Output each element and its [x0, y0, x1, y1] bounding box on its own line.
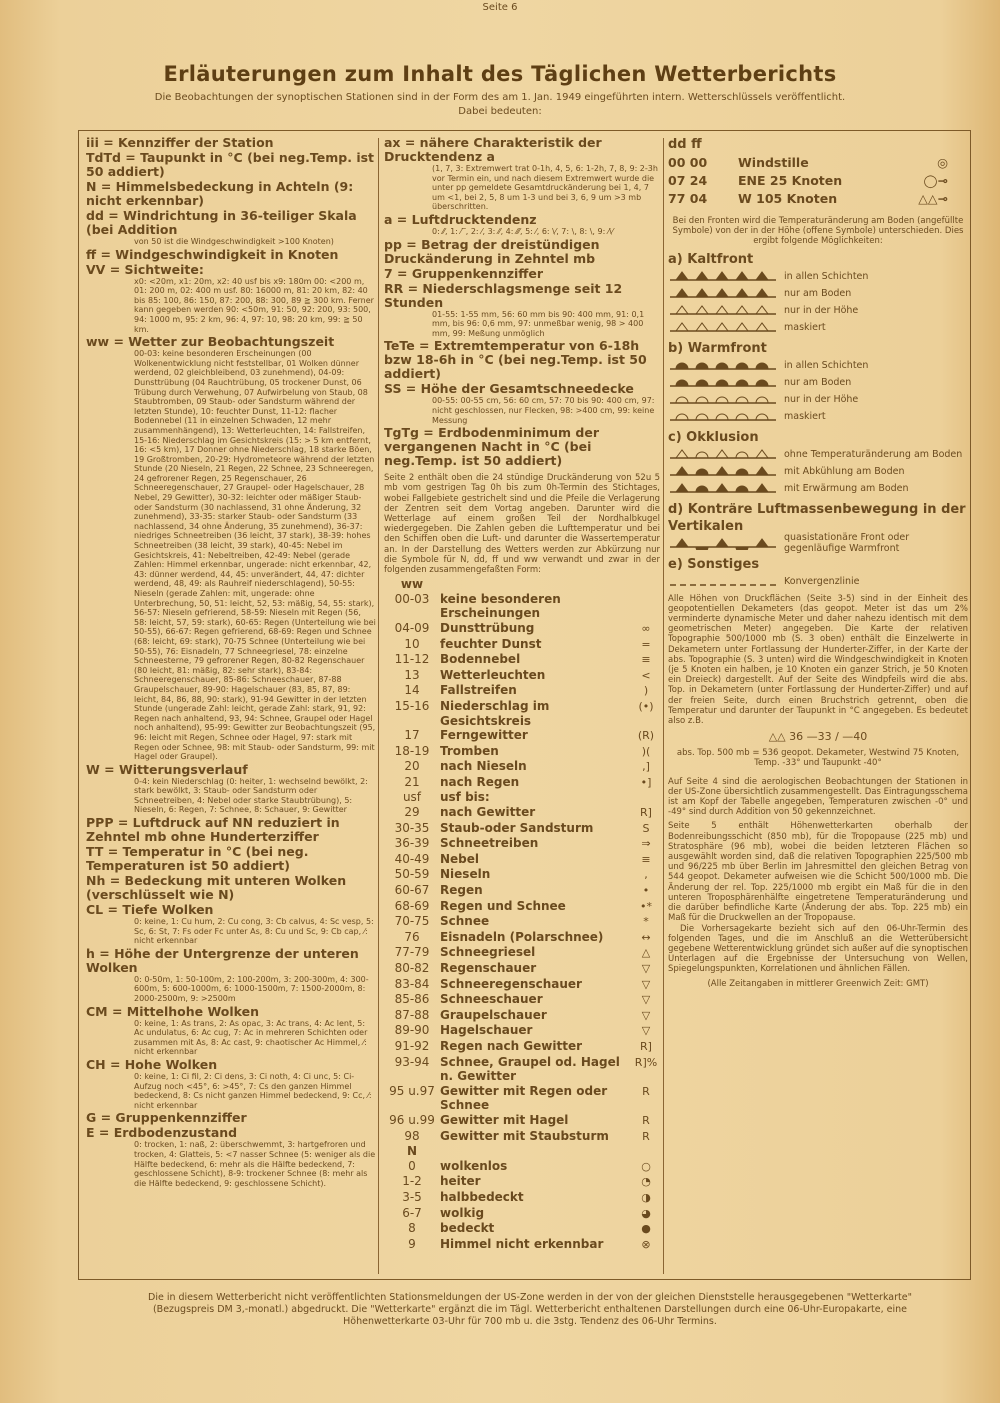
key-entry — [384, 136, 660, 212]
ww-symbol-icon: ▽ — [641, 993, 651, 1007]
ww-symbol-icon: , — [644, 868, 648, 882]
ww-code: 96 u.99 — [389, 1112, 435, 1127]
ww-text: Tromben — [440, 743, 499, 758]
ww-code: 85-86 — [394, 992, 430, 1007]
key-entry-detail: 0: keine, 1: Cu hum, 2: Cu cong, 3: Cb calvus, 4: Sc vesp, 5: Sc, 6: St, 7: Fs oder Fc unter As, 8: Cu und Sc, 9: Cb cap, ⁄: nicht erkennbar — [134, 917, 374, 946]
front-symbol-icon — [668, 358, 778, 372]
ww-code: usf — [402, 790, 422, 805]
front-label: Konvergenzlinie — [784, 575, 860, 587]
key-entry — [86, 1111, 376, 1125]
ddff-text: Windstille — [738, 155, 809, 170]
ww-row — [384, 961, 660, 977]
ww-text: nach Regen — [440, 774, 520, 789]
column-divider-1 — [378, 138, 379, 1274]
front-label: in allen Schichten — [784, 359, 869, 371]
key-entry — [86, 903, 376, 946]
front-symbol-icon — [668, 447, 778, 461]
ww-code: 10 — [404, 636, 420, 651]
key-entry-heading: a = Luftdrucktendenz — [384, 211, 537, 227]
column-1 — [86, 136, 376, 1275]
key-entry-detail: von 50 ist die Windgeschwindigkeit >100 Knoten) — [134, 237, 334, 246]
front-row — [668, 357, 968, 374]
key-entry-heading: ff = Windgeschwindigkeit in Knoten — [86, 246, 339, 262]
fronts-legend — [668, 251, 968, 590]
front-label: nur in der Höhe — [784, 304, 859, 316]
n-symbol-icon: ◔ — [641, 1175, 651, 1189]
key-entry — [384, 339, 660, 381]
ww-row — [384, 652, 660, 668]
n-symbol-icon: ● — [641, 1222, 651, 1236]
ww-text: Nebel — [440, 851, 480, 866]
ww-text: Wetterleuchten — [440, 667, 546, 682]
key-entry-heading: CM = Mittelhohe Wolken — [86, 1003, 260, 1019]
ww-row — [384, 821, 660, 837]
ww-symbol-icon: ≡ — [641, 852, 651, 866]
ww-symbol-icon: R — [642, 1084, 650, 1098]
ww-symbol-icon: ▽ — [641, 962, 651, 975]
n-code: 0 — [408, 1158, 416, 1173]
ww-code: 21 — [404, 774, 420, 789]
key-entry-heading: VV = Sichtweite: — [86, 261, 204, 277]
column-2 — [384, 136, 660, 1275]
front-row — [668, 532, 968, 555]
seite2-paragraph: Seite 2 enthält oben die 24 stündige Druckänderung von 52u 5 mb vom gestrigen Tag 0h bis zum 0h-Termin des Stichtages, wobei Fallgebiete gestrichelt sind und die Pfeile die Verlagerung der Zentren seit dem Vortag angeben. Darunter wird die Wetterlage auf einem großen Teil der Nordhalbkugel wiedergegeben. Die Zahlen geben die Lufttemperatur und bei den Schiffen oben die Luft- und darunter die Wassertemperatur an. In der Darstellung des Wetters werden zur Abkürzung nur die Symbole für N, dd, ff und ww verwandt und zwar in der folgenden zusammengefaßten Form: — [384, 473, 660, 575]
key-entry-heading: CL = Tiefe Wolken — [86, 902, 214, 918]
n-code: 3-5 — [402, 1189, 422, 1204]
front-symbol-icon — [668, 574, 778, 588]
key-entry-heading: iii = Kennziffer der Station — [86, 136, 274, 150]
n-row — [384, 1221, 660, 1237]
front-row — [668, 463, 968, 480]
wind-symbol-icon: ◯⊸ — [923, 173, 948, 188]
front-symbol-icon — [668, 464, 778, 478]
ww-row — [384, 852, 660, 868]
n-symbol-icon: ○ — [641, 1159, 651, 1173]
front-row — [668, 391, 968, 408]
ww-row — [384, 683, 660, 699]
page-subtitle-2: Dabei bedeuten: — [458, 106, 542, 117]
wind-formula: △△ 36 —33 / —40 — [768, 730, 868, 744]
key-entry-detail: (1, 7, 3: Extremwert trat 0-1h, 4, 5, 6: 1-2h, 7, 8, 9: 2-3h vor Termin ein, und nach diesem Extremwert wurde die unter pp gemeldete Gesamtdruckänderung bei 1, 4, 7 um <1, bei 2, 5, 8 um 1-3 und bei 3, 6, 9 um >3 mb überschritten. — [432, 164, 658, 212]
ddff-header: dd ff — [668, 137, 702, 152]
n-code: 8 — [408, 1221, 416, 1236]
ww-code: 83-84 — [394, 976, 430, 991]
key-entry-heading: E = Erdbodenzustand — [86, 1125, 238, 1141]
ww-symbol-icon: •] — [640, 775, 652, 789]
key-entry-detail: 0: keine, 1: As trans, 2: As opac, 3: Ac trans, 4: Ac lent, 5: Ac undulatus, 6: Ac cug, 7: Ac in mehreren Schichten oder zusammen mit As, 8: Ac cast, 9: chaotischer Ac Himmel, ⁄: nicht erkennbar — [134, 1018, 368, 1057]
ww-code: 91-92 — [394, 1038, 430, 1053]
key-entry-heading: 7 = Gruppenkennziffer — [384, 265, 544, 281]
n-row — [384, 1190, 660, 1206]
ddff-text: ENE 25 Knoten — [738, 173, 843, 188]
key-entry-detail: 01-55: 1-55 mm, 56: 60 mm bis 90: 400 mm, 91: 0,1 mm, bis 96: 0,6 mm, 97: unmeßbar wenig, 98 > 400 mm, 99: Meßung unmöglich — [432, 309, 645, 338]
ww-row — [384, 930, 660, 946]
footer-note: Die in diesem Wetterbericht nicht veröffentlichten Stationsmeldungen der US-Zone werden in der von der gleichen Dienststelle herausgegebenen "Wetterkarte" (Bezugspreis DM 3,-monatl.) abgedruckt. Die "Wetterkarte" ergänzt die im Tägl. Wetterbericht enthaltenen Darstellungen durch eine 06-Uhr-Europakarte, eine Höhenwetterkarte 03-Uhr für 700 mb u. die 3stg. Tendenz des 06-Uhr Termins. — [148, 1292, 912, 1327]
ww-text: keine besonderen Erscheinungen — [440, 591, 561, 621]
ww-row — [384, 1055, 660, 1084]
key-entry-detail: 0-4: kein Niederschlag (0: heiter, 1: wechselnd bewölkt, 2: stark bewölkt, 3: Staub- oder Sandsturm oder Schneetreiben, 4: Nebel oder starke Staubtrübung), 5: Nieseln, 6: Regen, 7: Schnee, 8: Schauer, 9: Gewitter — [134, 776, 368, 815]
ww-text: Bodennebel — [440, 652, 521, 667]
ww-row — [384, 759, 660, 775]
front-label: quasistationäre Front oder gegenläufige Warmfront — [784, 532, 910, 555]
key-entry — [86, 1126, 376, 1188]
ww-symbol-icon: ▽ — [641, 1008, 651, 1022]
key-entry — [384, 426, 660, 468]
front-label: nur am Boden — [784, 376, 852, 388]
ww-text: nach Gewitter — [440, 805, 536, 820]
front-section-title: a) Kaltfront — [668, 251, 754, 267]
ww-code: 68-69 — [394, 898, 430, 913]
ddff-row — [668, 190, 968, 208]
ww-row — [384, 637, 660, 653]
front-row — [668, 374, 968, 391]
heights-paragraph: Alle Höhen von Druckflächen (Seite 3-5) sind in der Einheit des geopotentiellen Dekameters (das geopot. Meter ist das um 2% verminderte dynamische Meter und daher nahezu identisch mit dem geometrischen Meter) angegeben. Die Karte der relativen Topographie 500/1000 mb (S. 3 oben) enthält die Einzelwerte in Dekametern unter Fortlassung der Hunderter-Ziffer, in der Karte der abs. Topographie (S. 3 unten) wird die Windgeschwindigkeit in Knoten (je 5 Knoten ein halben, je 10 Knoten ein ganzer Strich, je 50 Knoten ein Dreieck) dargestellt. Auf der Seite des Windpfeils wird die abs. Top. in Dekametern (unter Fortlassung der Hunderter-Ziffer) und auf der freien Seite, durch einen Bruchstrich getrennt, oben die Temperatur und darunter der Taupunkt in °C angegeben. Es bedeutet also z.B. — [668, 593, 968, 727]
ww-code: 00-03 — [394, 591, 430, 606]
key-entry — [86, 1005, 376, 1057]
ww-code: 30-35 — [394, 820, 430, 835]
n-text: wolkig — [440, 1205, 485, 1220]
key-entry-heading: W = Witterungsverlauf — [86, 761, 248, 777]
ww-row — [384, 1039, 660, 1055]
ddff-table — [668, 154, 968, 208]
ww-text: Eisnadeln (Polarschnee) — [440, 929, 604, 944]
n-header: N — [406, 1144, 418, 1159]
ww-text: Fallstreifen — [440, 683, 517, 698]
ww-code: 60-67 — [394, 883, 430, 898]
ww-symbol-icon: ) — [643, 684, 649, 698]
n-row — [384, 1159, 660, 1175]
ww-code: 87-88 — [394, 1007, 430, 1022]
key-entry — [384, 282, 660, 339]
ww-row — [384, 621, 660, 637]
front-symbol-icon — [668, 303, 778, 317]
key-entry — [86, 263, 376, 335]
ww-text: Schneegriesel — [440, 945, 536, 960]
column-divider-2 — [663, 138, 664, 1274]
ww-symbol-icon: ≡ — [641, 653, 651, 667]
key-entry — [384, 267, 660, 281]
ww-text: Niederschlag im Gesichtskreis — [440, 698, 550, 728]
key-entry — [86, 816, 376, 844]
front-symbol-icon — [668, 536, 778, 550]
key-entry-detail: 00-03: keine besonderen Erscheinungen (00 Wolkenentwicklung nicht feststellbar, 01 Wolken dünner werdend, 02 gleichbleibend, 03 zunehmend), 04-09: Dunsttrübung (04 Rauchtrübung, 05 trockener Dunst, 06 Trübung durch Verwehung, 07 Aufwirbelung von Staub, 08 Staubtromben, 09 Staub- oder Sandsturm während der letzten Stunde), 10: feuchter Dunst, 11-12: flacher Bodennebel (11 in einzelnen Schwaden, 12 mehr zusammenhängend), 13: Wetterleuchten, 14: Fallstreifen, 15-16: Niederschlag im Gesichtskreis (15: > 5 km entfernt, 16: <5 km), 17 Donner ohne Niederschlag, 18 starke Böen, 19 Großtromben, 20-29: Hydrometeore während der letzten Stunde (20 Nieseln, 21 Regen, 22 Schnee, 23 Schneeregen, 24 gefrorener Regen, 25 Regenschauer, 26 Schneeregenschauer, 27 Graupel- oder Hagelschauer, 28 Nebel, 29 Gewitter), 30-32: leichter oder mäßiger Staub- oder Sandsturm (30 nachlassend, 31 ohne Änderung, 32 zunehmend), 33-35: starker Staub- oder Sandsturm (33 nachlassend, 34 ohne Änderung, 35 zunehmend), 36-37: niedriges Schneetreiben (36 leicht, 37 stark), 38-39: hohes Schneetreiben (38 leicht, 39 stark), 40-45: Nebel im Gesichtskreis, 41: Nebeltreiben, 42-49: Nebel (gerade Zahlen: Himmel erkennbar, ungerade: nicht erkennbar, 42, 43: dünner werdend, 44, 45: unverändert, 44, 47: dichter werdend, 48, 49: als Rauhreif niederschlagend), 50-55: Nieseln (gerade Zahlen: mit, ungerade: ohne Unterbrechung, 50, 51: leicht, 52, 53: mäßig, 54, 55: stark), 56-57: Nieseln gefrierend, 58-59: Nieseln mit Regen (56, 58: leicht, 57, 59: stark), 60-65: Regen (Unterteilung wie bei 50-55), 66-67: Regen gefrierend, 68-69: Regen und Schnee (68: leicht, 69: stark), 70-75 Schnee (Unterteilung wie bei 50-55), 76: Eisnadeln, 77 Schneegriesel, 78: einzelne Schneesterne, 79 gefrorener Regen, 80-82 Regenschauer (80 leicht, 81: mäßig, 82: sehr stark), 83-84: Schneeregenschauer, 85-86: Schneeschauer, 87-88 Graupelschauer, 89-90: Hagelschauer (83, 85, 87, 89: leicht, 84, 86, 88, 90: stark), 91-94 Gewitter in der letzten Stunde (ungerade Zahl: leicht, gerade Zahl: stark, 91, 92: Regen nach anhaltend, 93, 94: Schnee, Graupel oder Hagel noch anhaltend), 95-99: Gewitter zur Beobachtungszeit (95, 96: leicht mit Regen, Schnee oder Hagel, 97: stark mit Regen oder Schnee, 98: mit Staub- oder Sandsturm, 99: mit Hagel oder Graupel). — [134, 349, 376, 762]
ww-code: 15-16 — [394, 698, 430, 713]
front-section-title: b) Warmfront — [668, 340, 767, 356]
ww-row — [384, 914, 660, 930]
key-entry — [86, 763, 376, 815]
ww-text: Ferngewitter — [440, 728, 528, 743]
ww-text: Schneeregenschauer — [440, 976, 582, 991]
seite5-paragraph: Seite 5 enthält Höhenwetterkarten oberhalb der Bodenreibungsschicht (850 mb), für die Tropopause (225 mb) und Stratosphäre (96 mb), wobei die beiden letzteren Flächen so ausgewählt worden sind, daß die relativen Topographien 225/500 mb und 96/225 mb über Berlin im Jahresmittel den gleichen Betrag von 544 geopot. Dekameter aufweisen wie die Schicht 500/1000 mb. Die Änderung der rel. Top. 225/1000 mb ergibt ein Maß für die in den unteren Troposphärenhälfte eingetretene Temperaturänderung und die darüber befindliche Karte (Änderung der abs. Top. 225 mb) ein Maß für die Druckwellen an der Tropopause. — [668, 821, 968, 924]
ww-text: feuchter Dunst — [440, 636, 542, 651]
n-text: wolkenlos — [440, 1158, 508, 1173]
front-symbol-icon — [668, 409, 778, 423]
front-label: maskiert — [784, 410, 826, 422]
page-number: Seite 6 — [482, 2, 518, 13]
key-entry — [86, 209, 376, 247]
key-entry-heading: CH = Hohe Wolken — [86, 1057, 218, 1072]
ww-code: 13 — [404, 667, 420, 682]
key-entry-heading: TT = Temperatur in °C (bei neg. Temperaturen ist 50 addiert) — [86, 844, 309, 874]
front-label: in allen Schichten — [784, 270, 869, 282]
key-entry-heading: TgTg = Erdbodenminimum der vergangenen Nacht in °C (bei neg.Temp. ist 50 addiert) — [384, 425, 600, 469]
ww-code: 04-09 — [394, 620, 430, 635]
n-table — [384, 1159, 660, 1253]
ww-text: usf bis: — [440, 790, 490, 805]
ww-symbol-icon: ,] — [642, 760, 650, 774]
ww-row — [384, 668, 660, 684]
gmt-note: (Alle Zeitangaben in mittlerer Greenwich Zeit: GMT) — [707, 978, 929, 989]
front-symbol-icon — [668, 392, 778, 406]
wind-formula-explanation: abs. Top. 500 mb = 536 geopot. Dekameter, Westwind 75 Knoten, Temp. -33° und Taupunkt -40° — [676, 748, 960, 769]
ww-code: 77-79 — [394, 945, 430, 960]
ww-text: nach Nieseln — [440, 759, 527, 774]
front-row — [668, 573, 968, 590]
key-entry-heading: dd = Windrichtung in 36-teiliger Skala (bei Addition — [86, 208, 357, 237]
ww-row — [384, 977, 660, 993]
key-entry — [86, 1058, 376, 1110]
n-row — [384, 1174, 660, 1190]
n-code: 6-7 — [402, 1205, 422, 1220]
ww-row — [384, 775, 660, 791]
front-label: nur in der Höhe — [784, 393, 859, 405]
ww-symbol-icon: R — [642, 1113, 650, 1127]
key-entry-heading: TdTd = Taupunkt in °C (bei neg.Temp. ist 50 addiert) — [86, 150, 375, 179]
ww-text: Schnee — [440, 914, 490, 929]
key-entry-detail: 0: trocken, 1: naß, 2: überschwemmt, 3: hartgefroren und trocken, 4: Glatteis, 5: <7 nasser Schnee (5: weniger als die Hälfte bedeckend, 6: mehr als die Hälfte bedeckend, 7: geschlossene Schicht), 8-9: trockener Schnee (8: mehr als die Hälfte bedeckend, 9: geschlossene Schicht). — [134, 1140, 376, 1188]
ww-row — [384, 836, 660, 852]
key-entry — [384, 213, 660, 237]
key-entry-detail: x0: <20m, x1: 20m, x2: 40 usf bis x9: 180m 00: <200 m, 01: 200 m, 02: 400 m usf. 80: 16000 m, 81: 20 km, 82: 40 bis 85: 100, 86: 150, 87: 200, 88: 300, 89 ≧ 300 km. Ferner kann gegeben werden 90: <50m, 91: 50, 92: 200, 93: 500, 94: 1000 m, 95: 2 km, 96: 4, 97: 10, 98: 20 km, 99: ≧ 50 km. — [134, 276, 374, 334]
key-entry-heading: N = Himmelsbedeckung in Achteln (9: nicht erkennbar) — [86, 179, 354, 208]
ww-symbol-icon: ▽ — [641, 977, 651, 991]
ww-text: Regenschauer — [440, 961, 537, 975]
ww-symbol-icon: S — [642, 821, 650, 835]
key-entry-heading: h = Höhe der Untergrenze der unteren Wolken — [86, 945, 359, 975]
front-symbol-icon — [668, 320, 778, 334]
ww-code: 40-49 — [394, 851, 430, 866]
ww-symbol-icon: = — [641, 637, 651, 651]
ww-symbol-icon: • — [642, 884, 650, 898]
front-row — [668, 408, 968, 425]
key-entry-detail: 0: keine, 1: Ci fil, 2: Ci dens, 3: Ci noth, 4: Ci unc, 5: Ci-Aufzug noch <45°, 6: >45°, 7: Cs den ganzen Himmel bedeckend, 8: Cs nicht ganzen Himmel bedeckend, 9: Cc, ⁄: nicht erkennbar — [134, 1072, 372, 1110]
fronts-intro: Bei den Fronten wird die Temperaturänderung am Boden (angefüllte Symbole) von der in der Höhe (offene Symbole) unterschieden. Dies ergibt folgende Möglichkeiten: — [672, 216, 964, 247]
ww-row — [384, 592, 660, 621]
ww-text: Staub-oder Sandsturm — [440, 820, 594, 835]
wind-symbol-icon: △△⊸ — [918, 191, 948, 206]
ww-row — [384, 1129, 660, 1145]
ww-code: 70-75 — [394, 914, 430, 929]
ww-text: Regen nach Gewitter — [440, 1038, 583, 1053]
front-row — [668, 446, 968, 463]
column-3 — [668, 136, 968, 1275]
front-symbol-icon — [668, 481, 778, 495]
key-entry-detail: 0: ⁄⁄, 1: ⁄‾, 2: ⁄, 3: ⁄⁄, 4: ⁄⁄⁄, 5: ⁄, 6: \⁄, 7: \, 8: \, 9: ⁄\⁄ — [432, 226, 614, 236]
key-entry — [86, 180, 376, 208]
n-text: Himmel nicht erkennbar — [440, 1236, 604, 1251]
front-symbol-icon — [668, 286, 778, 300]
front-row — [668, 480, 968, 497]
key-entry — [86, 874, 376, 902]
key-entry-heading: ww = Wetter zur Beobachtungszeit — [86, 334, 335, 350]
n-code: 1-2 — [402, 1174, 422, 1189]
ww-row — [384, 992, 660, 1008]
key-entry — [384, 238, 660, 266]
ww-text: Gewitter mit Staubsturm — [440, 1128, 609, 1143]
key-entry — [86, 845, 376, 873]
ww-code: 36-39 — [394, 836, 430, 851]
ww-text: Schneeschauer — [440, 992, 543, 1007]
ddff-row — [668, 154, 968, 172]
key-entry-heading: G = Gruppenkennziffer — [86, 1110, 247, 1126]
n-symbol-icon: ⊗ — [641, 1237, 651, 1251]
front-symbol-icon — [668, 269, 778, 283]
front-symbol-icon — [668, 375, 778, 389]
ww-text: Dunsttrübung — [440, 620, 535, 635]
ww-row — [384, 867, 660, 883]
n-code: 9 — [408, 1236, 416, 1251]
front-row — [668, 285, 968, 302]
ww-row — [384, 728, 660, 744]
front-row — [668, 319, 968, 336]
n-row — [384, 1237, 660, 1253]
key-entry — [86, 947, 376, 1004]
wind-symbol-icon: ◎ — [937, 155, 948, 170]
ww-text: Nieseln — [440, 867, 491, 882]
page-subtitle: Die Beobachtungen der synoptischen Stationen sind in der Form des am 1. Jan. 1949 eingeführten intern. Wetterschlüssels veröffentlicht. — [154, 92, 846, 103]
ww-row — [384, 883, 660, 899]
key-entry-heading: TeTe = Extremtemperatur von 6-18h bzw 18-6h in °C (bei neg.Temp. ist 50 addiert) — [384, 338, 647, 382]
ww-code: 11-12 — [394, 652, 430, 667]
ww-row — [384, 744, 660, 760]
ww-table — [384, 592, 660, 1144]
ww-symbol-icon: ↔ — [641, 930, 651, 944]
key-entry-heading: pp = Betrag der dreistündigen Druckänderung in Zehntel mb — [384, 236, 600, 266]
front-section-title: e) Sonstiges — [668, 556, 760, 572]
ww-text: Regen und Schnee — [440, 898, 566, 913]
ww-symbol-icon: ∞ — [641, 621, 651, 635]
n-row — [384, 1206, 660, 1222]
ddff-code: 07 24 — [668, 173, 708, 188]
ww-code: 18-19 — [394, 743, 430, 758]
key-entry — [86, 248, 376, 262]
n-symbol-icon: ◑ — [641, 1190, 651, 1204]
front-row — [668, 268, 968, 285]
key-entry-heading: PPP = Luftdruck auf NN reduziert in Zehntel mb ohne Hunderterziffer — [86, 815, 340, 845]
page-title: Erläuterungen zum Inhalt des Täglichen Wetterberichts — [163, 62, 837, 86]
ww-symbol-icon: (•) — [638, 699, 654, 713]
ww-row — [384, 1008, 660, 1024]
n-text: halbbedeckt — [440, 1189, 524, 1204]
front-label: ohne Temperaturänderung am Boden — [784, 448, 963, 460]
ddff-text: W 105 Knoten — [738, 191, 838, 206]
ww-code: 14 — [404, 683, 420, 698]
ww-code: 20 — [404, 759, 420, 774]
ww-code: 80-82 — [394, 961, 430, 975]
key-entry-heading: RR = Niederschlagsmenge seit 12 Stunden — [384, 280, 623, 310]
seite4-paragraph: Auf Seite 4 sind die aerologischen Beobachtungen der Stationen in der US-Zone übersichtlich zusammengestellt. Das Eintragungsschema ist am Kopf der Tabelle angegeben, Temperaturen zwischen -0° und -49° sind durch Addition von 50 gekennzeichnet. — [668, 776, 968, 818]
key-entry-detail: 00-55: 00-55 cm, 56: 60 cm, 57: 70 bis 90: 400 cm, 97: nicht geschlossen, nur Flecken, 98: >400 cm, 99: keine Messung — [432, 396, 655, 425]
n-symbol-icon: ◕ — [641, 1206, 651, 1220]
ww-row — [384, 1084, 660, 1113]
ww-row — [384, 899, 660, 915]
ww-text: Regen — [440, 883, 483, 898]
key-entry — [86, 151, 376, 179]
ww-header: ww — [400, 577, 424, 592]
ww-symbol-icon: R — [642, 1129, 650, 1143]
ww-text: Schnee, Graupel od. Hagel n. Gewitter — [440, 1054, 620, 1084]
ww-symbol-icon: ▽ — [641, 1024, 651, 1038]
ww-text: Hagelschauer — [440, 1023, 533, 1038]
ww-text: Gewitter mit Hagel — [440, 1112, 569, 1127]
front-section-title: c) Okklusion — [668, 429, 759, 445]
key-entry-heading: SS = Höhe der Gesamtschneedecke — [384, 381, 634, 397]
ww-symbol-icon: R] — [640, 806, 652, 820]
front-row — [668, 302, 968, 319]
ww-row — [384, 1113, 660, 1129]
ww-row — [384, 805, 660, 821]
ww-row — [384, 699, 660, 728]
forecast-paragraph: Die Vorhersagekarte bezieht sich auf den 06-Uhr-Termin des folgenden Tages, und die im Anschluß an die Wetterübersicht gegebene Wetterentwicklung gründet sich außer auf die synoptischen Unterlagen auf die Ergebnisse der Untersuchung von Wellen, Spiegelungspunkten, Korrelationen und ähnlichen Fällen. — [668, 923, 968, 975]
ww-code: 17 — [404, 728, 420, 743]
ww-symbol-icon: * — [643, 915, 649, 929]
ww-symbol-icon: ⇒ — [641, 837, 651, 851]
ww-code: 76 — [404, 929, 420, 944]
ww-text: Gewitter mit Regen oder Schnee — [440, 1083, 608, 1113]
key-entry-detail: 0: 0-50m, 1: 50-100m, 2: 100-200m, 3: 200-300m, 4: 300-600m, 5: 600-1000m, 6: 1000-1500m, 7: 1500-2000m, 8: 2000-2500m, 9: >2500m — [134, 974, 369, 1004]
ww-symbol-icon: (R) — [637, 729, 655, 743]
ww-code: 98 — [404, 1128, 420, 1143]
key-entry — [384, 382, 660, 425]
ww-symbol-icon: △ — [641, 946, 651, 960]
ddff-row — [668, 172, 968, 190]
ww-row — [384, 1023, 660, 1039]
ww-row — [384, 945, 660, 961]
ww-symbol-icon: R] — [640, 1039, 652, 1053]
front-section-title: d) Konträre Luftmassenbewegung in der Vertikalen — [668, 501, 966, 534]
ww-symbol-icon: R]% — [634, 1055, 658, 1069]
ww-code: 89-90 — [394, 1023, 430, 1038]
ww-symbol-icon: )( — [641, 744, 651, 758]
front-label: maskiert — [784, 321, 826, 333]
ww-code: 29 — [404, 805, 420, 820]
n-text: bedeckt — [440, 1221, 495, 1236]
ddff-code: 77 04 — [668, 191, 708, 206]
front-label: nur am Boden — [784, 287, 852, 299]
ww-symbol-icon: •* — [640, 899, 652, 913]
ddff-code: 00 00 — [668, 155, 708, 170]
ww-code: 50-59 — [394, 867, 430, 882]
key-entry-heading: ax = nähere Charakteristik der Drucktendenz a — [384, 136, 602, 164]
ww-row — [384, 790, 660, 805]
n-text: heiter — [440, 1174, 481, 1189]
ww-text: Schneetreiben — [440, 836, 539, 851]
ww-code: 95 u.97 — [389, 1083, 435, 1098]
key-entry — [86, 335, 376, 762]
ww-code: 93-94 — [394, 1054, 430, 1069]
front-label: mit Abkühlung am Boden — [784, 465, 905, 477]
ww-text: Graupelschauer — [440, 1007, 547, 1022]
key-entry — [86, 136, 376, 150]
key-entry-heading: Nh = Bedeckung mit unteren Wolken (verschlüsselt wie N) — [86, 873, 347, 903]
ww-symbol-icon: < — [641, 668, 651, 682]
front-label: mit Erwärmung am Boden — [784, 482, 909, 494]
